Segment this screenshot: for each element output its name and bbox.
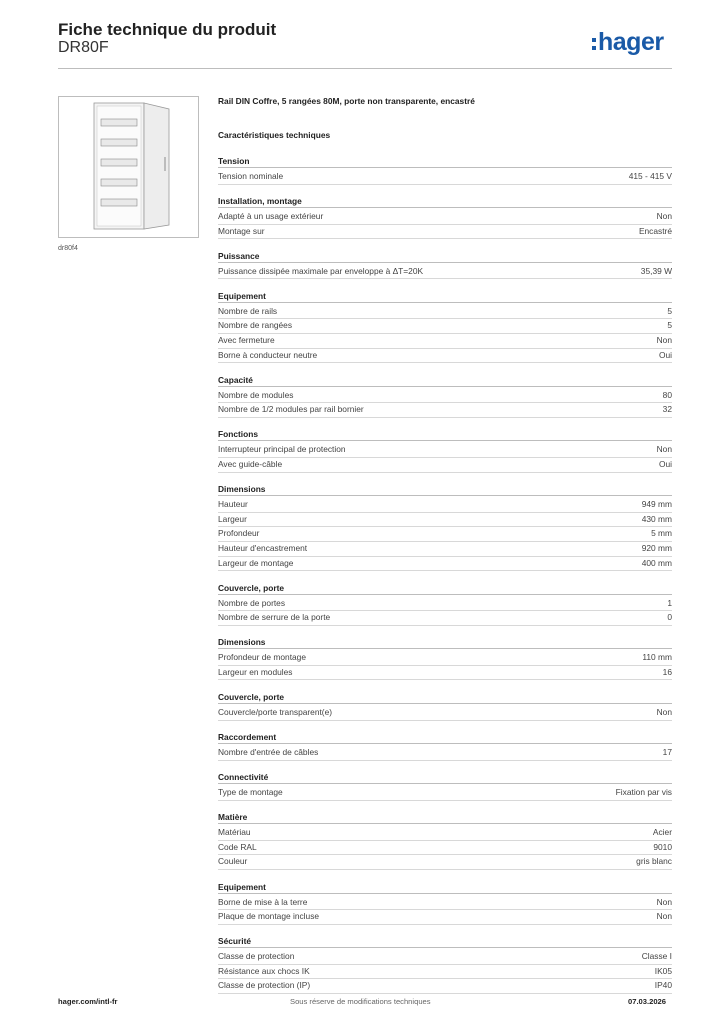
- section-title: Capacité: [218, 374, 672, 387]
- spec-value: Classe I: [641, 951, 672, 962]
- header-divider: [58, 68, 672, 69]
- spec-section: [218, 428, 672, 472]
- spec-value: 35,39 W: [640, 265, 672, 276]
- logo-dots-icon: [592, 38, 596, 50]
- spec-section: [218, 290, 672, 363]
- spec-label: Nombre de modules: [218, 389, 294, 400]
- spec-value: Oui: [658, 459, 672, 470]
- spec-value: IK05: [654, 965, 672, 976]
- spec-row: [218, 265, 672, 280]
- spec-row: [218, 210, 672, 225]
- spec-label: Nombre de rangées: [218, 320, 293, 331]
- spec-section: [218, 374, 672, 418]
- spec-row: [218, 319, 672, 334]
- spec-label: Matériau: [218, 827, 251, 838]
- section-title: Installation, montage: [218, 195, 672, 208]
- spec-section: [218, 582, 672, 626]
- spec-row: [218, 443, 672, 458]
- section-title: Matière: [218, 811, 672, 824]
- spec-row: [218, 979, 672, 994]
- spec-value: 949 mm: [641, 499, 672, 510]
- spec-section: [218, 155, 672, 185]
- spec-row: [218, 965, 672, 980]
- spec-row: [218, 403, 672, 418]
- spec-row: [218, 597, 672, 612]
- spec-section: [218, 731, 672, 761]
- spec-value: 17: [662, 747, 672, 758]
- spec-label: Largeur de montage: [218, 557, 294, 568]
- spec-label: Largeur en modules: [218, 666, 293, 677]
- section-title: Raccordement: [218, 731, 672, 744]
- spec-value: Oui: [658, 349, 672, 360]
- product-reference: DR80F: [58, 39, 109, 56]
- spec-section: [218, 771, 672, 801]
- spec-row: [218, 746, 672, 761]
- spec-value: Fixation par vis: [615, 787, 672, 798]
- spec-label: Code RAL: [218, 841, 257, 852]
- spec-label: Plaque de montage incluse: [218, 911, 320, 922]
- spec-value: IP40: [654, 980, 672, 991]
- tech-characteristics-title: Caractéristiques techniques: [218, 130, 331, 140]
- spec-label: Type de montage: [218, 787, 283, 798]
- section-title: Equipement: [218, 290, 672, 303]
- spec-row: [218, 305, 672, 320]
- spec-label: Puissance dissipée maximale par enveloppe à ΔT=20K: [218, 265, 424, 276]
- section-title: Equipement: [218, 881, 672, 894]
- spec-label: Classe de protection: [218, 951, 295, 962]
- spec-value: 415 - 415 V: [628, 171, 672, 181]
- spec-row: [218, 170, 672, 185]
- section-title: Fonctions: [218, 428, 672, 441]
- spec-label: Montage sur: [218, 225, 265, 236]
- spec-label: Nombre d'entrée de câbles: [218, 747, 319, 758]
- spec-label: Borne à conducteur neutre: [218, 349, 318, 360]
- spec-value: 110 mm: [642, 652, 672, 663]
- spec-label: Interrupteur principal de protection: [218, 444, 346, 455]
- spec-row: [218, 225, 672, 240]
- spec-value: 920 mm: [641, 542, 672, 553]
- spec-row: [218, 786, 672, 801]
- product-image: [58, 96, 199, 238]
- spec-value: Non: [656, 896, 672, 907]
- spec-row: [218, 826, 672, 841]
- spec-section: [218, 636, 672, 680]
- spec-row: [218, 334, 672, 349]
- section-title: Couvercle, porte: [218, 582, 672, 595]
- spec-section: [218, 811, 672, 870]
- spec-label: Adapté à un usage extérieur: [218, 211, 324, 222]
- spec-value: 32: [662, 404, 672, 415]
- spec-value: Non: [656, 335, 672, 346]
- spec-value: 80: [662, 389, 672, 400]
- section-title: Connectivité: [218, 771, 672, 784]
- spec-section: [218, 195, 672, 239]
- spec-section: [218, 881, 672, 925]
- section-title: Couvercle, porte: [218, 691, 672, 704]
- spec-value: Non: [656, 211, 672, 222]
- spec-row: [218, 666, 672, 681]
- spec-row: [218, 527, 672, 542]
- spec-row: [218, 498, 672, 513]
- spec-value: Non: [656, 706, 672, 717]
- spec-table: [218, 155, 672, 994]
- section-title: Dimensions: [218, 636, 672, 649]
- spec-value: Acier: [652, 827, 672, 838]
- spec-row: [218, 896, 672, 911]
- spec-label: Profondeur de montage: [218, 652, 306, 663]
- spec-value: 0: [667, 612, 672, 623]
- section-title: Dimensions: [218, 483, 672, 496]
- logo-text: hager: [598, 28, 664, 56]
- spec-value: 5: [667, 320, 672, 331]
- spec-value: 16: [662, 666, 672, 677]
- image-caption: dr80f4: [58, 245, 78, 252]
- spec-label: Hauteur d'encastrement: [218, 542, 308, 553]
- product-description: Rail DIN Coffre, 5 rangées 80M, porte non transparente, encastré: [218, 96, 475, 106]
- spec-label: Nombre de serrure de la porte: [218, 612, 331, 623]
- spec-value: Non: [656, 911, 672, 922]
- spec-row: [218, 910, 672, 925]
- spec-row: [218, 349, 672, 364]
- spec-row: [218, 389, 672, 404]
- spec-label: Avec guide-câble: [218, 459, 283, 470]
- spec-label: Avec fermeture: [218, 335, 275, 346]
- footer-date: 07.03.2026: [628, 997, 667, 1006]
- spec-section: [218, 691, 672, 721]
- hager-logo: [592, 28, 664, 57]
- spec-row: [218, 651, 672, 666]
- spec-value: Non: [656, 444, 672, 455]
- spec-label: Profondeur: [218, 528, 260, 539]
- spec-row: [218, 950, 672, 965]
- spec-row: [218, 841, 672, 856]
- spec-value: Encastré: [638, 225, 672, 236]
- spec-value: 5: [667, 305, 672, 316]
- spec-label: Largeur: [218, 513, 247, 524]
- spec-value: 1: [667, 597, 672, 608]
- enclosure-illustration: [59, 97, 198, 237]
- spec-label: Couvercle/porte transparent(e): [218, 706, 333, 717]
- spec-row: [218, 458, 672, 473]
- spec-label: Borne de mise à la terre: [218, 896, 308, 907]
- spec-value: 430 mm: [641, 513, 672, 524]
- spec-label: Résistance aux chocs IK: [218, 965, 310, 976]
- spec-label: Nombre de portes: [218, 597, 286, 608]
- spec-value: 400 mm: [641, 557, 672, 568]
- section-title: Sécurité: [218, 935, 672, 948]
- spec-row: [218, 557, 672, 572]
- page-title: Fiche technique du produit: [58, 20, 277, 39]
- spec-label: Nombre de 1/2 modules par rail bornier: [218, 404, 364, 415]
- spec-section: [218, 483, 672, 571]
- spec-label: Hauteur: [218, 499, 248, 510]
- spec-label: Classe de protection (IP): [218, 980, 311, 991]
- spec-label: Tension nominale: [218, 171, 284, 181]
- spec-label: Nombre de rails: [218, 305, 278, 316]
- spec-row: [218, 542, 672, 557]
- spec-row: [218, 513, 672, 528]
- spec-value: 5 mm: [651, 528, 672, 539]
- spec-value: 9010: [653, 841, 672, 852]
- section-title: Tension: [218, 155, 672, 168]
- section-title: Puissance: [218, 250, 672, 263]
- spec-section: [218, 250, 672, 280]
- footer-url[interactable]: hager.com/intl-fr: [58, 997, 118, 1006]
- spec-value: gris blanc: [636, 856, 672, 867]
- spec-row: [218, 706, 672, 721]
- spec-row: [218, 855, 672, 870]
- footer-note: Sous réserve de modifications techniques: [290, 997, 431, 1006]
- spec-section: [218, 935, 672, 994]
- spec-label: Couleur: [218, 856, 248, 867]
- spec-row: [218, 611, 672, 626]
